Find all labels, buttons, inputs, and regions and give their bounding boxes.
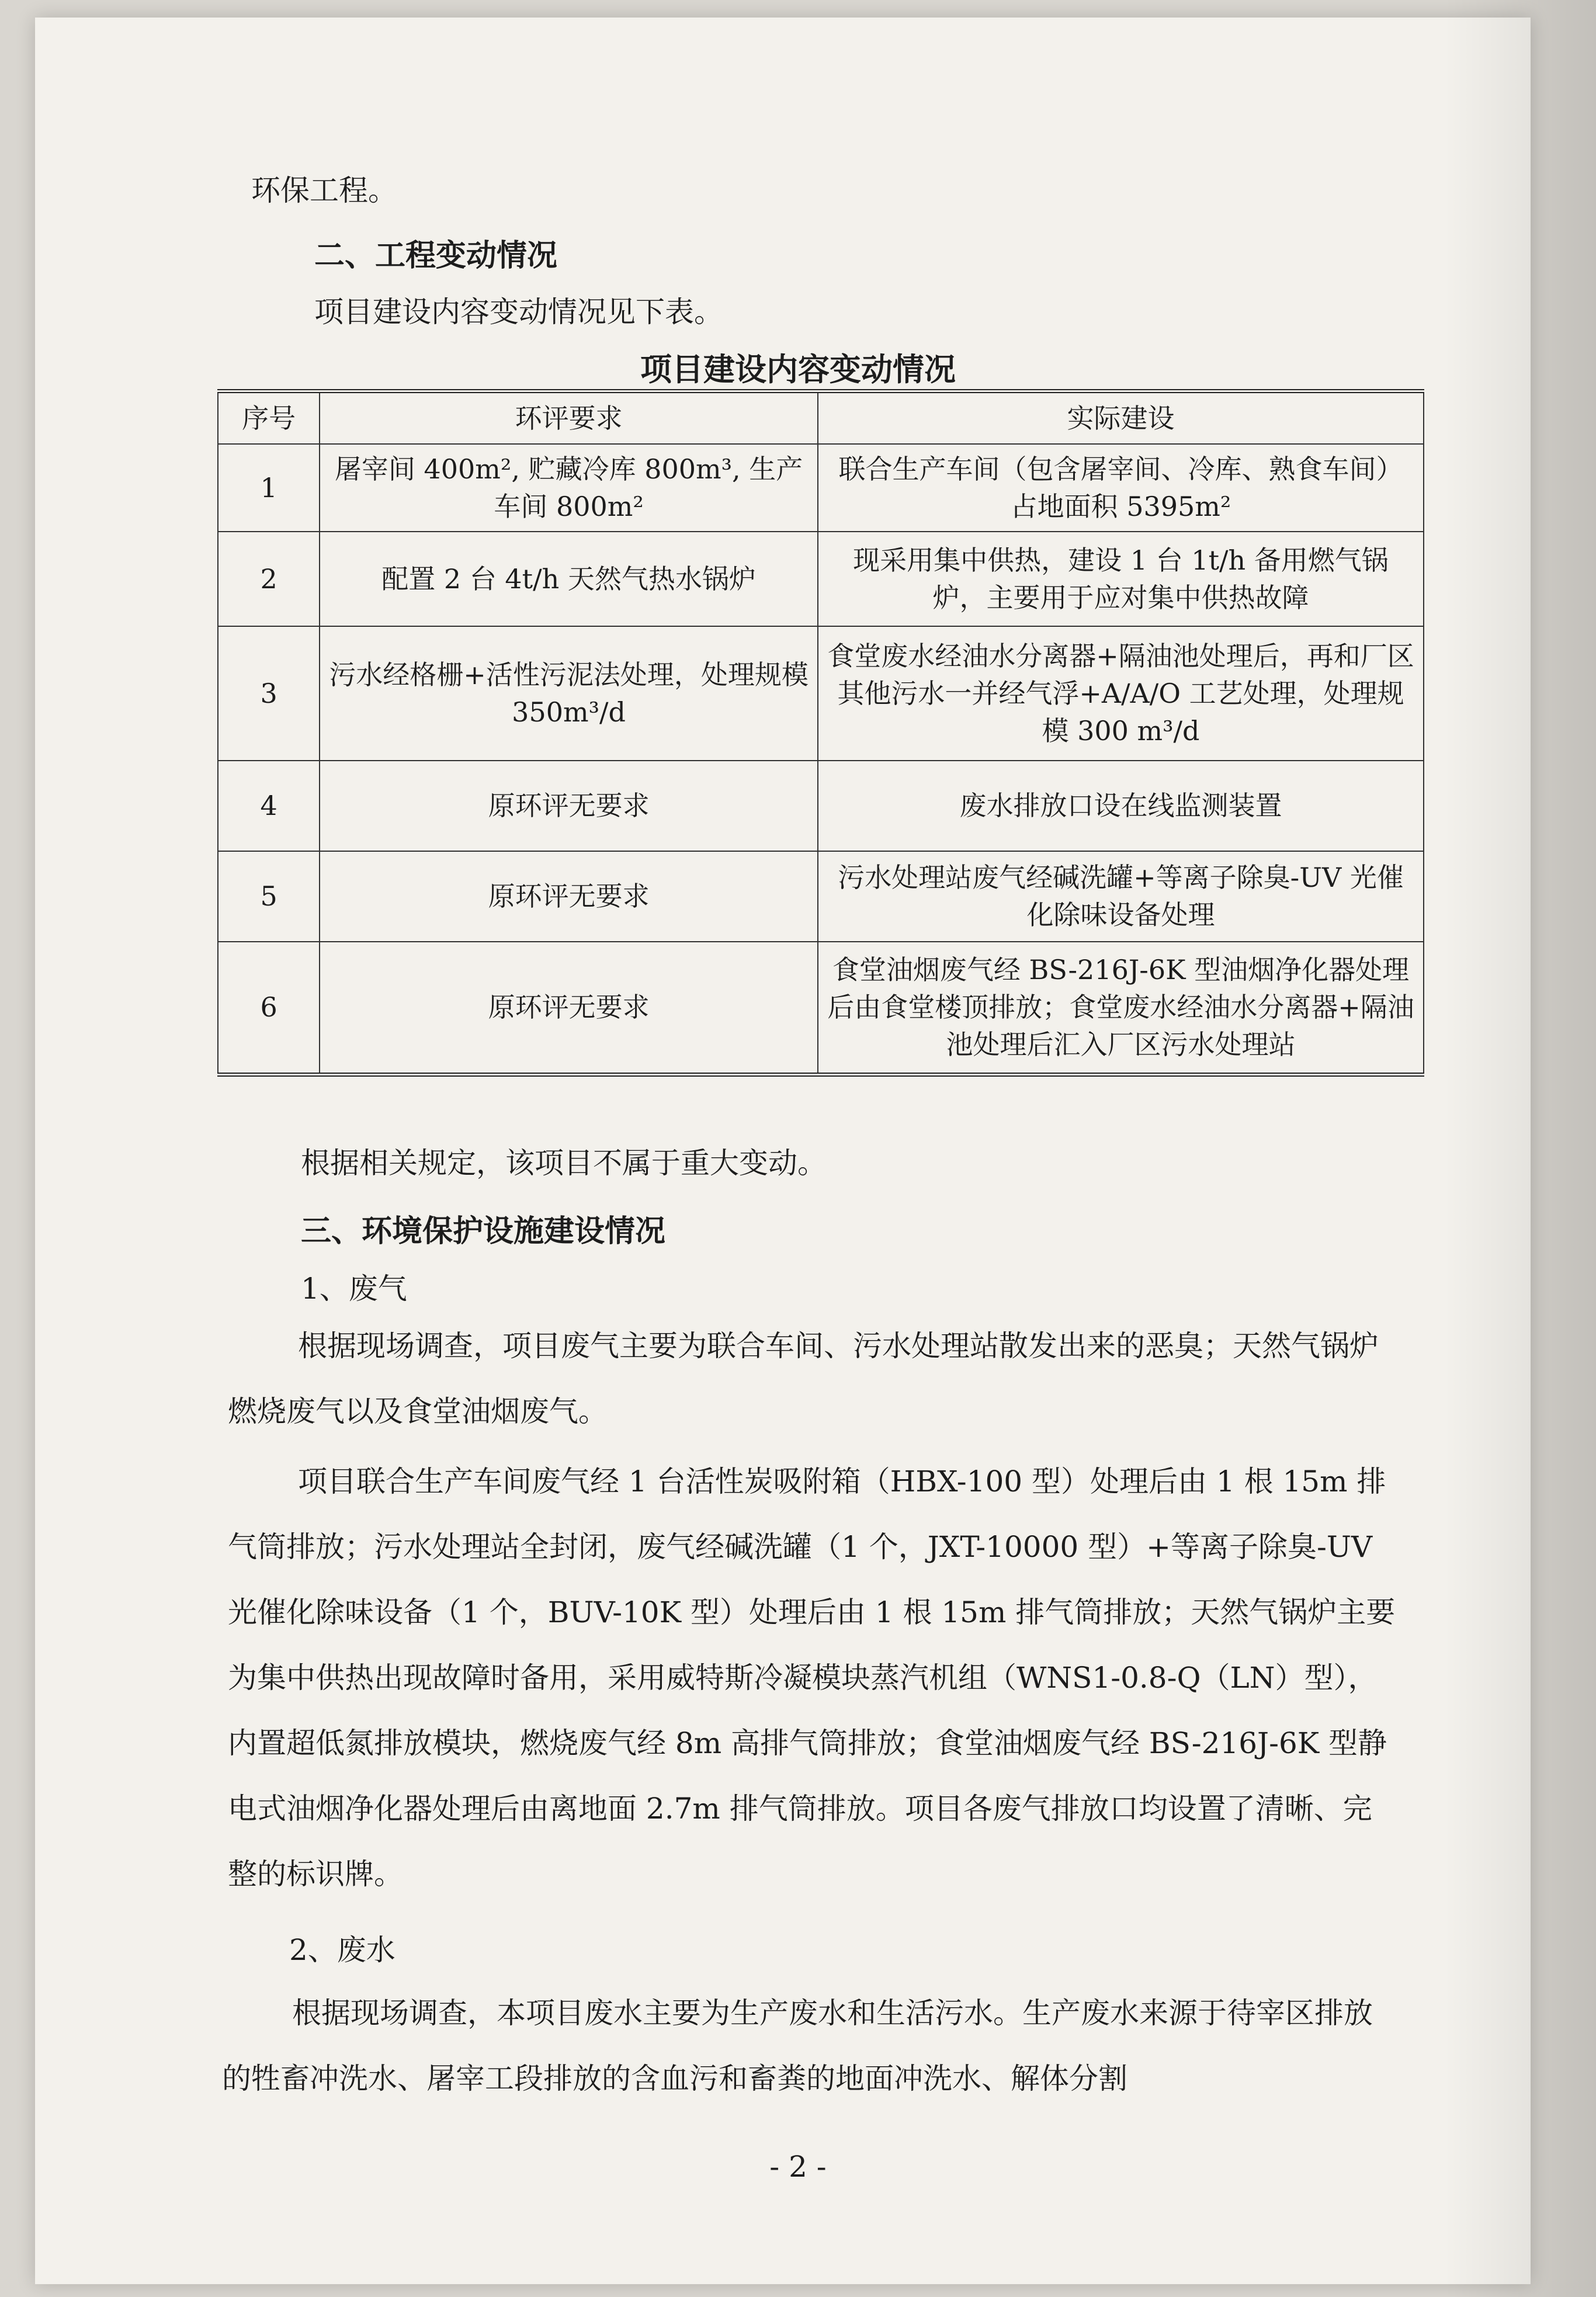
row-no: 4 — [218, 761, 320, 851]
table-row — [218, 851, 1424, 942]
page-number: - 2 - — [769, 2150, 827, 2184]
row-no: 1 — [218, 444, 320, 532]
header-actual: 实际建设 — [818, 391, 1424, 444]
section2-heading: 二、工程变动情况 — [314, 238, 558, 273]
header-requirement: 环评要求 — [320, 391, 818, 444]
table-row — [218, 444, 1424, 532]
section2-intro: 项目建设内容变动情况见下表。 — [314, 295, 723, 329]
changes-table — [217, 389, 1424, 1077]
sub2-heading: 2、废水 — [289, 1933, 395, 1967]
row-actual: 现采用集中供热，建设 1 台 1t/h 备用燃气锅炉，主要用于应对集中供热故障 — [818, 532, 1424, 626]
row-actual: 废水排放口设在线监测装置 — [818, 761, 1424, 851]
row-requirement: 屠宰间 400m², 贮藏冷库 800m³, 生产车间 800m² — [320, 444, 818, 532]
table-row — [218, 942, 1424, 1075]
table-row — [218, 626, 1424, 761]
sub1-paragraph-1: 根据现场调查，项目废气主要为联合车间、污水处理站散发出来的恶臭；天然气锅炉燃烧废气以及食堂油烟废气。 — [228, 1329, 1379, 1428]
table-row — [218, 761, 1424, 851]
row-no: 5 — [218, 851, 320, 942]
sub1-paragraph-2: 项目联合生产车间废气经 1 台活性炭吸附箱（HBX-100 型）处理后由 1 根 15m 排气筒排放；污水处理站全封闭，废气经碱洗罐（1 个，JXT-10000 型）+等离子除臭-UV 光催化除味设备（1 个，BUV-10K 型）处理后由 1 根 15m 排气筒排放；天然气锅炉主要为集中供热出现故障时备用，采用威特斯冷凝模块蒸汽机组（WNS1-0.8-Q（LN）型），内置超低氮排放模块，燃烧废气经 8m 高排气筒排放；食堂油烟废气经 BS-216J-6K 型静电式油烟净化器处理后由离地面 2.7m 排气筒排放。项目各废气排放口均设置了清晰、完整的标识牌。 — [228, 1465, 1396, 1891]
row-no: 3 — [218, 626, 320, 761]
table-title: 项目建设内容变动情况 — [640, 351, 956, 388]
row-requirement: 原环评无要求 — [320, 942, 818, 1075]
section3-heading: 三、环境保护设施建设情况 — [301, 1213, 666, 1249]
conclusion: 根据相关规定，该项目不属于重大变动。 — [301, 1146, 827, 1180]
row-requirement: 原环评无要求 — [320, 761, 818, 851]
row-requirement: 污水经格栅+活性污泥法处理，处理规模 350m³/d — [320, 626, 818, 761]
table-row — [218, 532, 1424, 626]
row-no: 6 — [218, 942, 320, 1075]
row-actual: 联合生产车间（包含屠宰间、冷库、熟食车间）占地面积 5395m² — [818, 444, 1424, 532]
row-requirement: 配置 2 台 4t/h 天然气热水锅炉 — [320, 532, 818, 626]
table-header-row — [218, 391, 1424, 444]
row-no: 2 — [218, 532, 320, 626]
sub2-paragraph-1: 根据现场调查，本项目废水主要为生产废水和生活污水。生产废水来源于待宰区排放的牲畜冲洗水、屠宰工段排放的含血污和畜粪的地面冲洗水、解体分割 — [222, 1996, 1373, 2095]
sub1-heading: 1、废气 — [301, 1272, 407, 1306]
intro-line: 环保工程。 — [251, 174, 397, 207]
row-actual: 食堂油烟废气经 BS-216J-6K 型油烟净化器处理后由食堂楼顶排放；食堂废水经油水分离器+隔油池处理后汇入厂区污水处理站 — [818, 942, 1424, 1075]
row-actual: 污水处理站废气经碱洗罐+等离子除臭-UV 光催化除味设备处理 — [818, 851, 1424, 942]
row-requirement: 原环评无要求 — [320, 851, 818, 942]
header-no: 序号 — [218, 391, 320, 444]
row-actual: 食堂废水经油水分离器+隔油池处理后，再和厂区其他污水一并经气浮+A/A/O 工艺处理，处理规模 300 m³/d — [818, 626, 1424, 761]
